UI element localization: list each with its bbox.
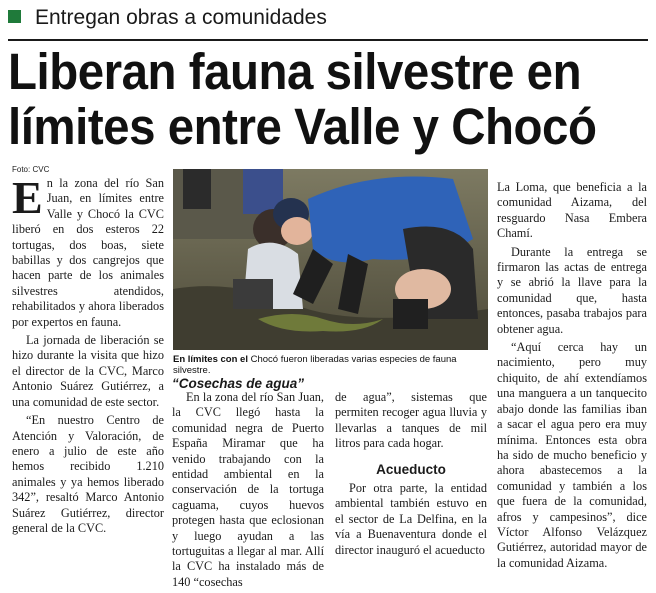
subhead-acueducto: Acueducto xyxy=(376,461,446,477)
paragraph: La jornada de liberación se hizo durante la visita que hizo el director de la CVC, Marco Antonio Suárez Gutiérrez, a una comunidad de este sector. xyxy=(12,333,164,409)
section-kicker xyxy=(8,6,327,30)
paragraph: En la zona del río San Juan, la CVC llegó hasta la comunidad negra de Puerto España Miramar que ha venido trabajando con la entidad ambiental en la conservación de la tortuga caguama, cuyos huevos protegen hasta que eclosionan y luego ayudan a las tortuguitas a llegar al mar. Allí la CVC ha instalado más de 140 “cosechas xyxy=(172,390,324,589)
kicker-rule xyxy=(8,39,648,41)
headline xyxy=(8,44,608,154)
photo-caption xyxy=(173,354,488,376)
drop-cap: E xyxy=(12,172,43,223)
paragraph: Durante la entrega se firmaron las actas de entrega y se abrió la llave para la comunidad que, hasta entonces, pasaba trabajos para obtener agua. xyxy=(497,244,647,336)
paragraph: Por otra parte, la entidad ambiental también estuvo en el sector de La Delfina, en la vía a Buenaventura donde el director inauguró el acueducto xyxy=(335,481,487,557)
article-column-3 xyxy=(335,390,487,561)
green-square-icon xyxy=(8,10,21,23)
kicker-text: Entregan obras a comunidades xyxy=(35,6,327,29)
article-column-1 xyxy=(12,172,164,539)
photo-credit: Foto: CVC xyxy=(12,165,50,174)
subhead-cosechas: “Cosechas de agua” xyxy=(172,376,305,391)
paragraph: “Aquí cerca hay un nacimiento, pero muy chiquito, de ahí extendíamos una manguera a un tanquecito abajo donde las familias iban a sacar el agua pero era muy mínima. Entonces esta obra ha sido de mucho beneficio y ahora abastecemos a la comunidad y también a los que fuera de la comunidad, afros y campesinos”, dice Víctor Alfonso Velázquez Gutiérrez, autoridad mayor de la comunidad Aizama. xyxy=(497,340,647,570)
paragraph xyxy=(12,172,164,330)
paragraph: de agua”, sistemas que permiten recoger agua lluvia y llevarlas a tanques de mil litros para cada hogar. xyxy=(335,390,487,451)
photo-illustration xyxy=(173,169,488,350)
article-column-2 xyxy=(172,390,324,593)
caption-bold: En límites con el xyxy=(173,354,248,365)
caption-text: Chocó fueron liberadas varias especies de fauna silvestre. xyxy=(173,354,457,376)
paragraph: La Loma, que beneficia a la comunidad Aizama, del resguardo Nasa Embera Chamí. xyxy=(497,180,647,241)
article-column-4 xyxy=(497,180,647,574)
headline-line-2: límites entre Valle y Chocó xyxy=(8,98,597,155)
paragraph-text: n la zona del río San Juan, en límites entre Valle y Chocó la CVC liberó en dos esteros 22 tortugas, dos boas, siete babillas y dos cangrejos que hacen parte de los animales silvestres atendidos, rehabilitados y ahora liberados por expertos en fauna. xyxy=(12,176,164,329)
news-photo xyxy=(173,169,488,350)
headline-line-1: Liberan fauna silvestre en xyxy=(8,43,582,100)
paragraph: “En nuestro Centro de Atención y Valoración, de enero a julio de este año hemos recibido 1.210 animales y ya hemos liberado 342”, resaltó Marco Antonio Suárez Gutiérrez, director general de la CVC. xyxy=(12,413,164,535)
